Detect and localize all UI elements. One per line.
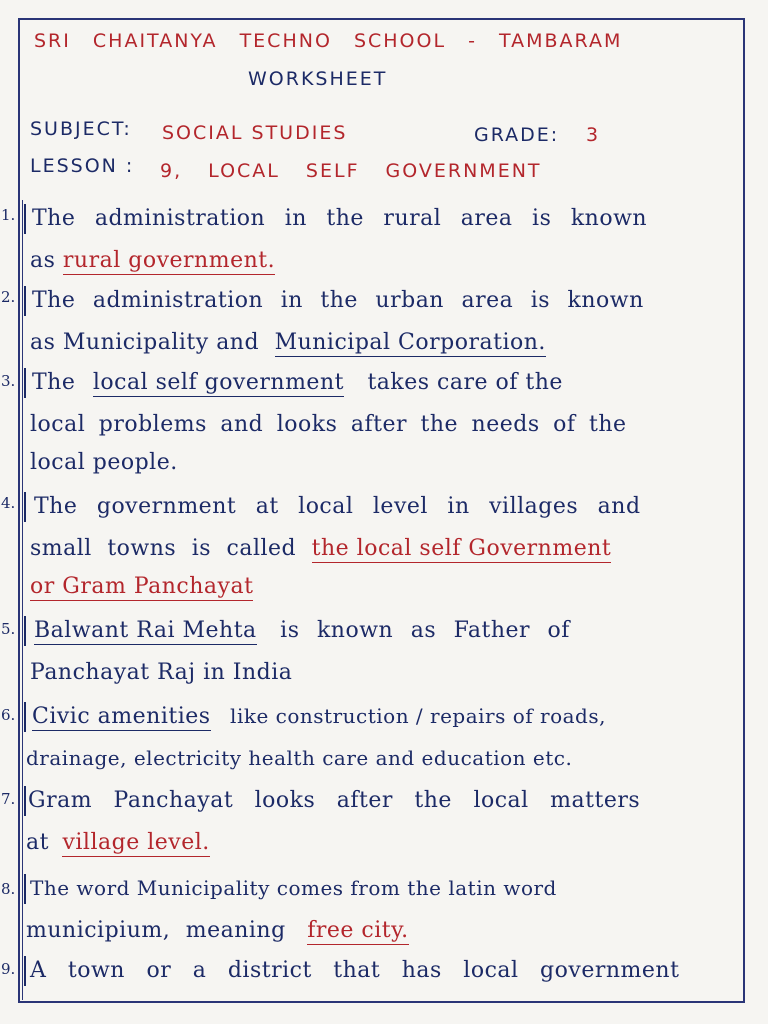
item-3-line-3: local people. — [30, 450, 178, 475]
item-2-text: as Municipality and — [30, 330, 260, 355]
item-separator — [24, 956, 26, 986]
item-7-line-1: Gram Panchayat looks after the local matters — [28, 788, 641, 813]
item-3-text-a: The — [32, 370, 76, 395]
item-5-line-2: Panchayat Raj in India — [30, 660, 293, 685]
item-7-text: at — [26, 830, 49, 855]
item-separator — [24, 368, 26, 398]
item-1-line-2 — [30, 248, 275, 273]
item-4-answer-alt: or Gram Panchayat — [30, 574, 254, 599]
item-separator — [24, 874, 26, 904]
item-number: 9. — [1, 960, 16, 978]
item-9-line-1: A town or a district that has local government — [30, 958, 680, 983]
item-4-line-3 — [30, 574, 253, 599]
item-separator — [24, 492, 26, 522]
item-3-answer: local self government — [92, 370, 344, 395]
item-6-line-2: drainage, electricity health care and education etc. — [26, 746, 573, 770]
item-1-line-1: The administration in the rural area is known — [32, 206, 648, 231]
item-5-answer: Balwant Rai Mehta — [34, 618, 257, 643]
item-3-text-b: takes care of the — [367, 370, 563, 395]
item-3-line-2: local problems and looks after the needs of the — [30, 412, 627, 437]
item-4-line-2 — [30, 536, 611, 561]
item-2-line-2 — [30, 330, 546, 355]
item-separator — [24, 786, 26, 816]
lesson-value: 9, LOCAL SELF GOVERNMENT — [160, 160, 542, 182]
item-8-line-1: The word Municipality comes from the latin word — [30, 876, 557, 900]
left-margin-line — [22, 200, 23, 1000]
item-separator — [24, 204, 26, 234]
item-7-line-2 — [26, 830, 210, 855]
item-5-line-1 — [34, 618, 570, 643]
item-7-answer: village level. — [62, 830, 210, 855]
item-number: 1. — [1, 206, 16, 224]
item-separator — [24, 616, 26, 646]
grade-value: 3 — [586, 124, 601, 146]
subject-label: SUBJECT: — [30, 118, 132, 140]
item-2-line-1: The administration in the urban area is known — [32, 288, 644, 313]
item-number: 7. — [1, 790, 16, 808]
sheet-title: WORKSHEET — [248, 68, 388, 90]
item-3-line-1 — [32, 370, 563, 395]
lesson-label: LESSON : — [30, 155, 135, 177]
item-number: 2. — [1, 288, 16, 306]
item-4-text: small towns is called — [30, 536, 297, 561]
item-8-text: municipium, meaning — [26, 918, 286, 943]
subject-value: SOCIAL STUDIES — [162, 122, 348, 144]
item-4-answer: the local self Government — [311, 536, 612, 561]
item-6-text: like construction / repairs of roads, — [230, 704, 606, 728]
item-4-line-1: The government at local level in villages and — [34, 494, 641, 519]
item-2-answer: Municipal Corporation. — [274, 330, 546, 355]
item-number: 5. — [1, 620, 16, 638]
item-number: 4. — [1, 494, 16, 512]
item-8-answer: free city. — [307, 918, 409, 943]
item-6-line-1 — [32, 704, 606, 729]
item-number: 6. — [1, 706, 16, 724]
item-number: 3. — [1, 372, 16, 390]
item-separator — [24, 286, 26, 316]
item-8-line-2 — [26, 918, 409, 943]
school-name: SRI CHAITANYA TECHNO SCHOOL - TAMBARAM — [34, 30, 623, 52]
item-5-text: is known as Father of — [280, 618, 570, 643]
item-1-answer: rural government. — [62, 248, 276, 273]
item-1-text: as — [30, 248, 56, 273]
item-separator — [24, 702, 26, 732]
grade-label: GRADE: — [474, 124, 560, 146]
item-number: 8. — [1, 880, 16, 898]
item-6-answer: Civic amenities — [32, 704, 211, 729]
